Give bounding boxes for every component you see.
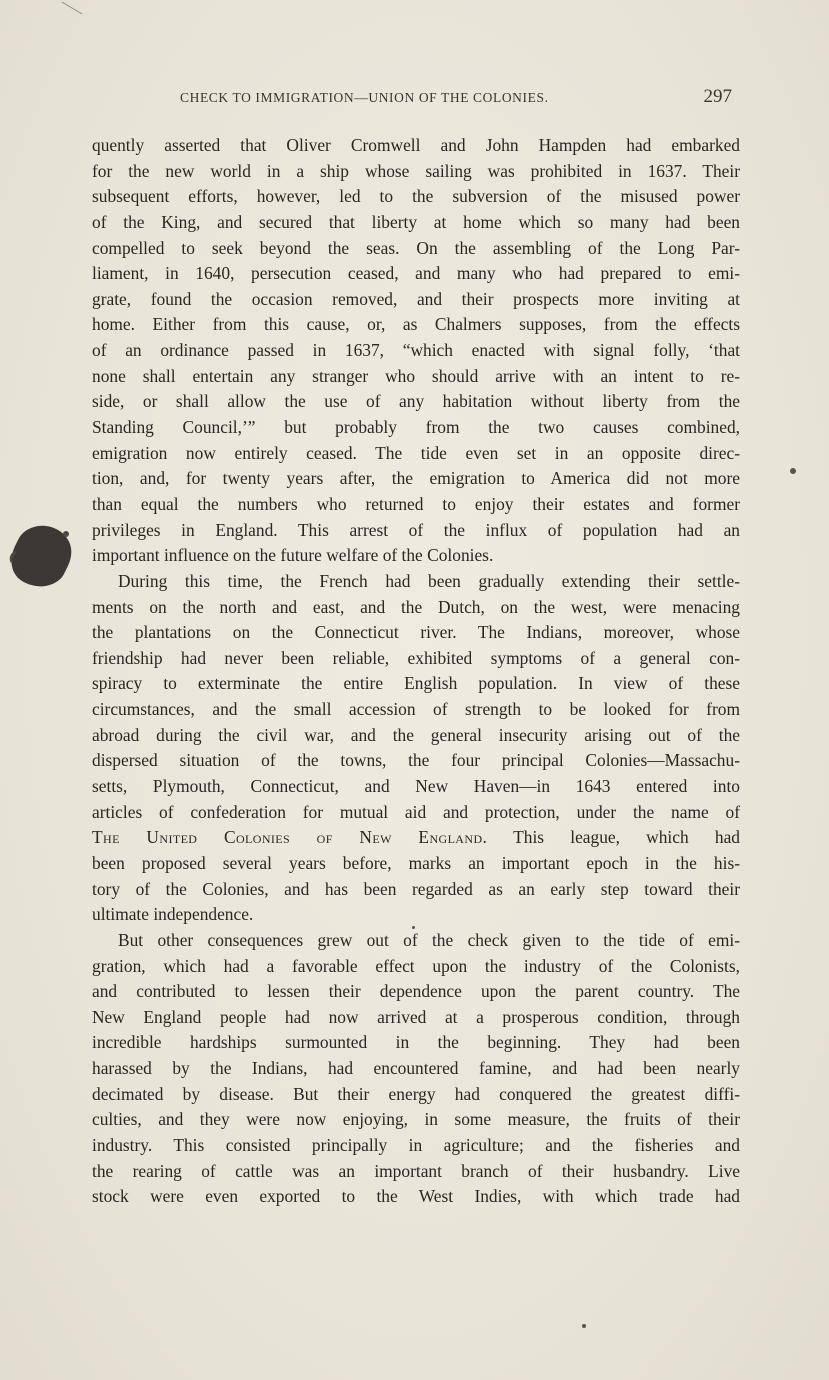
text-line: compelled to seek beyond the seas. On the assembling of the Long Par- [92,237,740,258]
text-line: incredible hardships surmounted in the beginning. They had been [92,1032,740,1053]
text-line: friendship had never been reliable, exhibited symptoms of a general con- [92,647,740,668]
text-line: New England people had now arrived at a prosperous condition, through [92,1006,740,1027]
text-line: home. Either from this cause, or, as Chalmers supposes, from the effects [92,314,740,335]
text-line: of an ordinance passed in 1637, “which enacted with signal folly, ‘that [92,340,740,361]
running-head-title: CHECK TO IMMIGRATION—UNION OF THE COLONIES. [180,90,549,105]
text-line: articles of confederation for mutual aid and protection, under the name of [92,801,740,822]
text-line: of the King, and secured that liberty at home which so many had been [92,211,740,232]
text-line: decimated by disease. But their energy had conquered the greatest diffi- [92,1083,740,1104]
body-text [92,133,740,1210]
speck-mark [790,468,796,474]
text-line: circumstances, and the small accession of strength to be looked for from [92,699,740,720]
text-line: tory of the Colonies, and has been regarded as an early step toward their [92,878,740,899]
text-line: privileges in England. This arrest of the influx of population had an [92,519,740,540]
text-line: been proposed several years before, marks an important epoch in the his- [92,852,740,873]
league-name: The United Colonies of New England. [92,827,488,848]
text-line: culties, and they were now enjoying, in some measure, the fruits of their [92,1109,740,1130]
text-line: harassed by the Indians, had encountered famine, and had been nearly [92,1058,740,1079]
text-line: gration, which had a favorable effect upon the industry of the Colonists, [92,955,740,976]
text-line: none shall entertain any stranger who should arrive with an intent to re- [92,365,740,386]
text-line: stock were even exported to the West Indies, with which trade had [92,1186,740,1207]
page-scratch-mark [60,0,100,20]
text-line: During this time, the French had been gradually extending their settle- [118,570,740,591]
text-line: spiracy to exterminate the entire English population. In view of these [92,673,740,694]
speck-mark [582,1324,586,1328]
text-line: ultimate independence. [92,904,254,925]
text-line: for the new world in a ship whose sailing was prohibited in 1637. Their [92,160,740,181]
text-line: side, or shall allow the use of any habitation without liberty from the [92,391,740,412]
text-line: the plantations on the Connecticut river. The Indians, moreover, whose [92,622,740,643]
text-line: and contributed to lessen their dependence upon the parent country. The [92,981,740,1002]
text-line: dispersed situation of the towns, the four principal Colonies—Massachu- [92,750,740,771]
page-number: 297 [703,86,732,107]
text-line: emigration now entirely ceased. The tide even set in an opposite direc- [92,442,740,463]
text-line: Standing Council,’” but probably from the two causes combined, [92,417,740,438]
text-line: liament, in 1640, persecution ceased, and many who had prepared to emi- [92,263,740,284]
text-line: grate, found the occasion removed, and their prospects more inviting at [92,288,740,309]
text-line: ments on the north and east, and the Dutch, on the west, were menacing [92,596,740,617]
text-line: abroad during the civil war, and the general insecurity arising out of the [92,724,740,745]
text-line: subsequent efforts, however, led to the subversion of the misused power [92,186,740,207]
text-line: the rearing of cattle was an important branch of their husbandry. Live [92,1160,740,1181]
running-header [92,88,740,110]
text-line: than equal the numbers who returned to enjoy their estates and former [92,493,740,514]
text-line: industry. This consisted principally in agriculture; and the fisheries and [92,1134,740,1155]
text-fragment: This league, which had [487,827,740,848]
text-line: setts, Plymouth, Connecticut, and New Haven—in 1643 entered into [92,776,740,797]
text-line-smallcaps [92,825,740,851]
text-line: But other consequences grew out of the check given to the tide of emi- [118,929,740,950]
ink-blot [8,522,74,590]
text-line: quently asserted that Oliver Cromwell and John Hampden had embarked [92,135,740,155]
text-line: important influence on the future welfare of the Colonies. [92,545,494,566]
text-line: tion, and, for twenty years after, the emigration to America did not more [92,468,740,489]
